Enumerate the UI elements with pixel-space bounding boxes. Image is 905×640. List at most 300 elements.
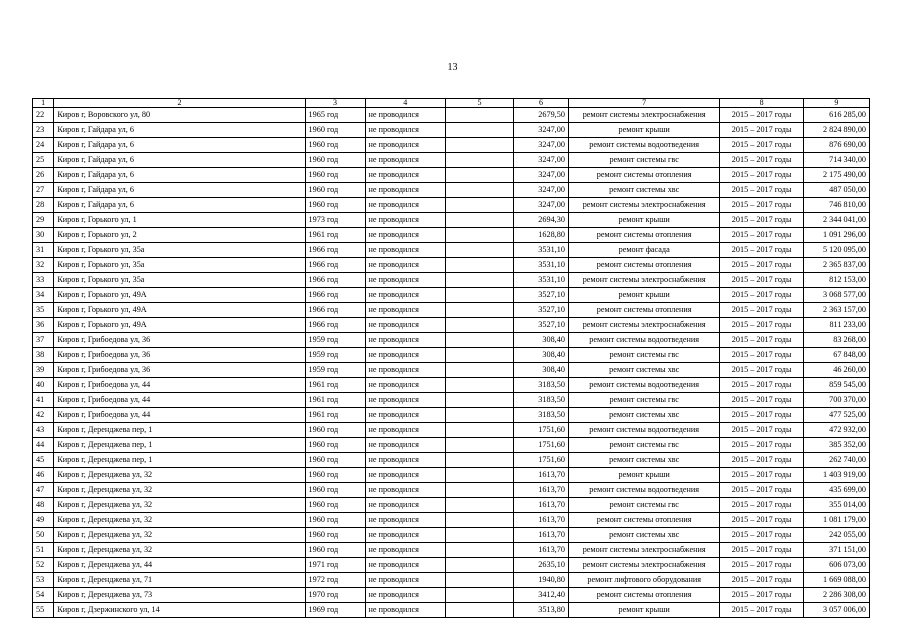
page-number: 13: [447, 62, 458, 73]
column-5-cell: [445, 168, 513, 183]
year-built-cell: 1960 год: [305, 513, 365, 528]
address-cell: Киров г, Горького ул, 1: [54, 213, 305, 228]
year-built-cell: 1965 год: [305, 108, 365, 123]
year-built-cell: 1960 год: [305, 168, 365, 183]
row-number: 42: [33, 408, 54, 423]
work-type-cell: ремонт крыши: [568, 468, 720, 483]
period-cell: 2015 – 2017 годы: [720, 243, 803, 258]
column-5-cell: [445, 468, 513, 483]
area-cell: 308,40: [514, 363, 569, 378]
table-row: [33, 513, 870, 528]
table-row: [33, 318, 870, 333]
table-row: [33, 108, 870, 123]
period-cell: 2015 – 2017 годы: [720, 483, 803, 498]
column-5-cell: [445, 438, 513, 453]
column-5-cell: [445, 213, 513, 228]
year-built-cell: 1966 год: [305, 243, 365, 258]
area-cell: 1613,70: [514, 513, 569, 528]
last-repair-cell: не проводился: [365, 303, 445, 318]
row-number: 48: [33, 498, 54, 513]
cost-cell: 2 363 157,00: [803, 303, 869, 318]
work-type-cell: ремонт системы электроснабжения: [568, 543, 720, 558]
work-type-cell: ремонт системы хвс: [568, 453, 720, 468]
work-type-cell: ремонт системы отопления: [568, 513, 720, 528]
year-built-cell: 1960 год: [305, 453, 365, 468]
year-built-cell: 1961 год: [305, 408, 365, 423]
period-cell: 2015 – 2017 годы: [720, 573, 803, 588]
column-5-cell: [445, 273, 513, 288]
year-built-cell: 1971 год: [305, 558, 365, 573]
row-number: 55: [33, 603, 54, 618]
row-number: 32: [33, 258, 54, 273]
cost-cell: 385 352,00: [803, 438, 869, 453]
area-cell: 3247,00: [514, 138, 569, 153]
address-cell: Киров г, Деренджева ул, 32: [54, 513, 305, 528]
last-repair-cell: не проводился: [365, 438, 445, 453]
period-cell: 2015 – 2017 годы: [720, 168, 803, 183]
cost-cell: 1 403 919,00: [803, 468, 869, 483]
last-repair-cell: не проводился: [365, 408, 445, 423]
work-type-cell: ремонт крыши: [568, 603, 720, 618]
row-number: 36: [33, 318, 54, 333]
table-row: [33, 588, 870, 603]
column-5-cell: [445, 573, 513, 588]
address-cell: Киров г, Гайдара ул, 6: [54, 138, 305, 153]
column-5-cell: [445, 558, 513, 573]
row-number: 49: [33, 513, 54, 528]
column-5-cell: [445, 588, 513, 603]
year-built-cell: 1959 год: [305, 348, 365, 363]
row-number: 34: [33, 288, 54, 303]
cost-cell: 2 175 490,00: [803, 168, 869, 183]
column-header-2: 2: [54, 99, 305, 108]
cost-cell: 83 268,00: [803, 333, 869, 348]
period-cell: 2015 – 2017 годы: [720, 333, 803, 348]
area-cell: 3527,10: [514, 303, 569, 318]
period-cell: 2015 – 2017 годы: [720, 273, 803, 288]
address-cell: Киров г, Горького ул, 35а: [54, 273, 305, 288]
last-repair-cell: не проводился: [365, 588, 445, 603]
area-cell: 3247,00: [514, 183, 569, 198]
address-cell: Киров г, Воровского ул, 80: [54, 108, 305, 123]
table-row: [33, 348, 870, 363]
column-header-3: 3: [305, 99, 365, 108]
area-cell: 2635,10: [514, 558, 569, 573]
period-cell: 2015 – 2017 годы: [720, 363, 803, 378]
year-built-cell: 1960 год: [305, 438, 365, 453]
address-cell: Киров г, Деренджева ул, 71: [54, 573, 305, 588]
address-cell: Киров г, Грибоедова ул, 44: [54, 393, 305, 408]
work-type-cell: ремонт системы гвс: [568, 153, 720, 168]
table-row: [33, 183, 870, 198]
row-number: 24: [33, 138, 54, 153]
area-cell: 1751,60: [514, 423, 569, 438]
work-type-cell: ремонт системы водоотведения: [568, 333, 720, 348]
last-repair-cell: не проводился: [365, 348, 445, 363]
last-repair-cell: не проводился: [365, 528, 445, 543]
table-row: [33, 363, 870, 378]
last-repair-cell: не проводился: [365, 258, 445, 273]
row-number: 31: [33, 243, 54, 258]
work-type-cell: ремонт системы отопления: [568, 258, 720, 273]
address-cell: Киров г, Горького ул, 49А: [54, 303, 305, 318]
year-built-cell: 1961 год: [305, 393, 365, 408]
period-cell: 2015 – 2017 годы: [720, 153, 803, 168]
cost-cell: 2 286 308,00: [803, 588, 869, 603]
year-built-cell: 1960 год: [305, 138, 365, 153]
work-type-cell: ремонт системы электроснабжения: [568, 318, 720, 333]
cost-cell: 2 365 837,00: [803, 258, 869, 273]
cost-cell: 355 014,00: [803, 498, 869, 513]
table-row: [33, 528, 870, 543]
cost-cell: 5 120 095,00: [803, 243, 869, 258]
repair-schedule-table: [32, 98, 870, 618]
row-number: 38: [33, 348, 54, 363]
row-number: 41: [33, 393, 54, 408]
last-repair-cell: не проводился: [365, 483, 445, 498]
area-cell: 2679,50: [514, 108, 569, 123]
period-cell: 2015 – 2017 годы: [720, 288, 803, 303]
column-5-cell: [445, 513, 513, 528]
last-repair-cell: не проводился: [365, 243, 445, 258]
row-number: 53: [33, 573, 54, 588]
year-built-cell: 1960 год: [305, 153, 365, 168]
table-row: [33, 393, 870, 408]
table-row: [33, 438, 870, 453]
column-5-cell: [445, 543, 513, 558]
table-row: [33, 303, 870, 318]
last-repair-cell: не проводился: [365, 468, 445, 483]
cost-cell: 616 285,00: [803, 108, 869, 123]
column-5-cell: [445, 363, 513, 378]
cost-cell: 472 932,00: [803, 423, 869, 438]
cost-cell: 435 699,00: [803, 483, 869, 498]
last-repair-cell: не проводился: [365, 423, 445, 438]
work-type-cell: ремонт лифтового оборудования: [568, 573, 720, 588]
column-5-cell: [445, 423, 513, 438]
address-cell: Киров г, Горького ул, 35а: [54, 243, 305, 258]
row-number: 45: [33, 453, 54, 468]
last-repair-cell: не проводился: [365, 273, 445, 288]
year-built-cell: 1960 год: [305, 528, 365, 543]
period-cell: 2015 – 2017 годы: [720, 453, 803, 468]
year-built-cell: 1973 год: [305, 213, 365, 228]
column-5-cell: [445, 228, 513, 243]
cost-cell: 262 740,00: [803, 453, 869, 468]
column-5-cell: [445, 408, 513, 423]
work-type-cell: ремонт системы водоотведения: [568, 483, 720, 498]
period-cell: 2015 – 2017 годы: [720, 528, 803, 543]
period-cell: 2015 – 2017 годы: [720, 303, 803, 318]
work-type-cell: ремонт системы отопления: [568, 168, 720, 183]
column-5-cell: [445, 288, 513, 303]
cost-cell: 2 824 890,00: [803, 123, 869, 138]
last-repair-cell: не проводился: [365, 558, 445, 573]
period-cell: 2015 – 2017 годы: [720, 228, 803, 243]
cost-cell: 1 081 179,00: [803, 513, 869, 528]
last-repair-cell: не проводился: [365, 183, 445, 198]
address-cell: Киров г, Грибоедова ул, 44: [54, 378, 305, 393]
row-number: 28: [33, 198, 54, 213]
work-type-cell: ремонт системы хвс: [568, 408, 720, 423]
year-built-cell: 1959 год: [305, 333, 365, 348]
row-number: 40: [33, 378, 54, 393]
year-built-cell: 1966 год: [305, 318, 365, 333]
period-cell: 2015 – 2017 годы: [720, 558, 803, 573]
period-cell: 2015 – 2017 годы: [720, 138, 803, 153]
work-type-cell: ремонт системы водоотведения: [568, 138, 720, 153]
last-repair-cell: не проводился: [365, 513, 445, 528]
column-5-cell: [445, 333, 513, 348]
table-row: [33, 168, 870, 183]
address-cell: Киров г, Грибоедова ул, 44: [54, 408, 305, 423]
row-number: 27: [33, 183, 54, 198]
table-row: [33, 213, 870, 228]
area-cell: 3513,80: [514, 603, 569, 618]
period-cell: 2015 – 2017 годы: [720, 438, 803, 453]
year-built-cell: 1961 год: [305, 228, 365, 243]
work-type-cell: ремонт системы гвс: [568, 348, 720, 363]
table-row: [33, 288, 870, 303]
area-cell: 308,40: [514, 333, 569, 348]
column-5-cell: [445, 453, 513, 468]
area-cell: 1751,60: [514, 438, 569, 453]
period-cell: 2015 – 2017 годы: [720, 378, 803, 393]
address-cell: Киров г, Деренджева ул, 32: [54, 468, 305, 483]
work-type-cell: ремонт системы отопления: [568, 588, 720, 603]
cost-cell: 487 050,00: [803, 183, 869, 198]
row-number: 54: [33, 588, 54, 603]
period-cell: 2015 – 2017 годы: [720, 108, 803, 123]
column-5-cell: [445, 378, 513, 393]
last-repair-cell: не проводился: [365, 318, 445, 333]
column-5-cell: [445, 198, 513, 213]
work-type-cell: ремонт системы электроснабжения: [568, 108, 720, 123]
area-cell: 308,40: [514, 348, 569, 363]
address-cell: Киров г, Гайдара ул, 6: [54, 198, 305, 213]
period-cell: 2015 – 2017 годы: [720, 543, 803, 558]
column-5-cell: [445, 528, 513, 543]
last-repair-cell: не проводился: [365, 288, 445, 303]
work-type-cell: ремонт системы водоотведения: [568, 378, 720, 393]
table-row: [33, 483, 870, 498]
column-header-4: 4: [365, 99, 445, 108]
cost-cell: 876 690,00: [803, 138, 869, 153]
cost-cell: 242 055,00: [803, 528, 869, 543]
year-built-cell: 1959 год: [305, 363, 365, 378]
cost-cell: 859 545,00: [803, 378, 869, 393]
area-cell: 3183,50: [514, 408, 569, 423]
year-built-cell: 1972 год: [305, 573, 365, 588]
row-number: 37: [33, 333, 54, 348]
work-type-cell: ремонт системы электроснабжения: [568, 558, 720, 573]
column-header-9: 9: [803, 99, 869, 108]
row-number: 35: [33, 303, 54, 318]
last-repair-cell: не проводился: [365, 333, 445, 348]
row-number: 43: [33, 423, 54, 438]
cost-cell: 477 525,00: [803, 408, 869, 423]
year-built-cell: 1966 год: [305, 258, 365, 273]
period-cell: 2015 – 2017 годы: [720, 513, 803, 528]
address-cell: Киров г, Деренджева ул, 32: [54, 498, 305, 513]
column-5-cell: [445, 393, 513, 408]
row-number: 29: [33, 213, 54, 228]
column-5-cell: [445, 243, 513, 258]
last-repair-cell: не проводился: [365, 123, 445, 138]
address-cell: Киров г, Деренджева ул, 44: [54, 558, 305, 573]
row-number: 51: [33, 543, 54, 558]
address-cell: Киров г, Гайдара ул, 6: [54, 183, 305, 198]
work-type-cell: ремонт крыши: [568, 288, 720, 303]
column-header-5: 5: [445, 99, 513, 108]
column-5-cell: [445, 123, 513, 138]
table-row: [33, 498, 870, 513]
column-5-cell: [445, 498, 513, 513]
table-row: [33, 228, 870, 243]
cost-cell: 700 370,00: [803, 393, 869, 408]
address-cell: Киров г, Деренджева ул, 32: [54, 528, 305, 543]
column-5-cell: [445, 303, 513, 318]
area-cell: 3531,10: [514, 243, 569, 258]
address-cell: Киров г, Грибоедова ул, 36: [54, 348, 305, 363]
area-cell: 3247,00: [514, 153, 569, 168]
table-row: [33, 333, 870, 348]
area-cell: 3183,50: [514, 393, 569, 408]
table-row: [33, 453, 870, 468]
cost-cell: 3 057 006,00: [803, 603, 869, 618]
year-built-cell: 1966 год: [305, 303, 365, 318]
column-5-cell: [445, 183, 513, 198]
table-row: [33, 123, 870, 138]
row-number: 47: [33, 483, 54, 498]
address-cell: Киров г, Гайдара ул, 6: [54, 123, 305, 138]
table-row: [33, 603, 870, 618]
work-type-cell: ремонт фасада: [568, 243, 720, 258]
area-cell: 3247,00: [514, 198, 569, 213]
column-5-cell: [445, 603, 513, 618]
period-cell: 2015 – 2017 годы: [720, 183, 803, 198]
address-cell: Киров г, Деренджева ул, 32: [54, 543, 305, 558]
period-cell: 2015 – 2017 годы: [720, 258, 803, 273]
year-built-cell: 1960 год: [305, 543, 365, 558]
row-number: 23: [33, 123, 54, 138]
table-row: [33, 198, 870, 213]
area-cell: 3527,10: [514, 288, 569, 303]
period-cell: 2015 – 2017 годы: [720, 198, 803, 213]
column-5-cell: [445, 348, 513, 363]
column-header-7: 7: [568, 99, 720, 108]
area-cell: 1613,70: [514, 543, 569, 558]
cost-cell: 811 233,00: [803, 318, 869, 333]
table-row: [33, 543, 870, 558]
period-cell: 2015 – 2017 годы: [720, 498, 803, 513]
row-number: 50: [33, 528, 54, 543]
work-type-cell: ремонт системы электроснабжения: [568, 273, 720, 288]
address-cell: Киров г, Грибоедова ул, 36: [54, 363, 305, 378]
period-cell: 2015 – 2017 годы: [720, 408, 803, 423]
year-built-cell: 1960 год: [305, 498, 365, 513]
table-row: [33, 243, 870, 258]
cost-cell: 46 260,00: [803, 363, 869, 378]
last-repair-cell: не проводился: [365, 153, 445, 168]
period-cell: 2015 – 2017 годы: [720, 318, 803, 333]
address-cell: Киров г, Горького ул, 49А: [54, 288, 305, 303]
area-cell: 3247,00: [514, 168, 569, 183]
last-repair-cell: не проводился: [365, 498, 445, 513]
table-row: [33, 573, 870, 588]
cost-cell: 371 151,00: [803, 543, 869, 558]
period-cell: 2015 – 2017 годы: [720, 123, 803, 138]
row-number: 44: [33, 438, 54, 453]
table-row: [33, 153, 870, 168]
area-cell: 3183,50: [514, 378, 569, 393]
column-5-cell: [445, 108, 513, 123]
work-type-cell: ремонт крыши: [568, 213, 720, 228]
column-5-cell: [445, 258, 513, 273]
table-row: [33, 378, 870, 393]
period-cell: 2015 – 2017 годы: [720, 423, 803, 438]
last-repair-cell: не проводился: [365, 393, 445, 408]
work-type-cell: ремонт системы гвс: [568, 393, 720, 408]
cost-cell: 714 340,00: [803, 153, 869, 168]
last-repair-cell: не проводился: [365, 108, 445, 123]
row-number: 25: [33, 153, 54, 168]
cost-cell: 746 810,00: [803, 198, 869, 213]
address-cell: Киров г, Горького ул, 35а: [54, 258, 305, 273]
address-cell: Киров г, Горького ул, 49А: [54, 318, 305, 333]
last-repair-cell: не проводился: [365, 453, 445, 468]
area-cell: 2694,30: [514, 213, 569, 228]
work-type-cell: ремонт крыши: [568, 123, 720, 138]
year-built-cell: 1960 год: [305, 483, 365, 498]
address-cell: Киров г, Деренджева пер, 1: [54, 438, 305, 453]
address-cell: Киров г, Горького ул, 2: [54, 228, 305, 243]
table-body: [33, 108, 870, 618]
last-repair-cell: не проводился: [365, 198, 445, 213]
year-built-cell: 1966 год: [305, 273, 365, 288]
area-cell: 1613,70: [514, 498, 569, 513]
column-5-cell: [445, 138, 513, 153]
column-header-6: 6: [514, 99, 569, 108]
row-number: 39: [33, 363, 54, 378]
column-header-1: 1: [33, 99, 54, 108]
row-number: 33: [33, 273, 54, 288]
table-header-row: [33, 99, 870, 108]
table-row: [33, 138, 870, 153]
address-cell: Киров г, Деренджева пер, 1: [54, 453, 305, 468]
row-number: 52: [33, 558, 54, 573]
work-type-cell: ремонт системы электроснабжения: [568, 198, 720, 213]
table-row: [33, 468, 870, 483]
period-cell: 2015 – 2017 годы: [720, 213, 803, 228]
address-cell: Киров г, Гайдара ул, 6: [54, 168, 305, 183]
last-repair-cell: не проводился: [365, 573, 445, 588]
last-repair-cell: не проводился: [365, 543, 445, 558]
year-built-cell: 1960 год: [305, 468, 365, 483]
address-cell: Киров г, Дзержинского ул, 14: [54, 603, 305, 618]
work-type-cell: ремонт системы гвс: [568, 498, 720, 513]
last-repair-cell: не проводился: [365, 228, 445, 243]
table-row: [33, 273, 870, 288]
row-number: 22: [33, 108, 54, 123]
cost-cell: 606 073,00: [803, 558, 869, 573]
year-built-cell: 1960 год: [305, 198, 365, 213]
area-cell: 1613,70: [514, 468, 569, 483]
address-cell: Киров г, Деренджева пер, 1: [54, 423, 305, 438]
work-type-cell: ремонт системы гвс: [568, 438, 720, 453]
row-number: 26: [33, 168, 54, 183]
last-repair-cell: не проводился: [365, 603, 445, 618]
